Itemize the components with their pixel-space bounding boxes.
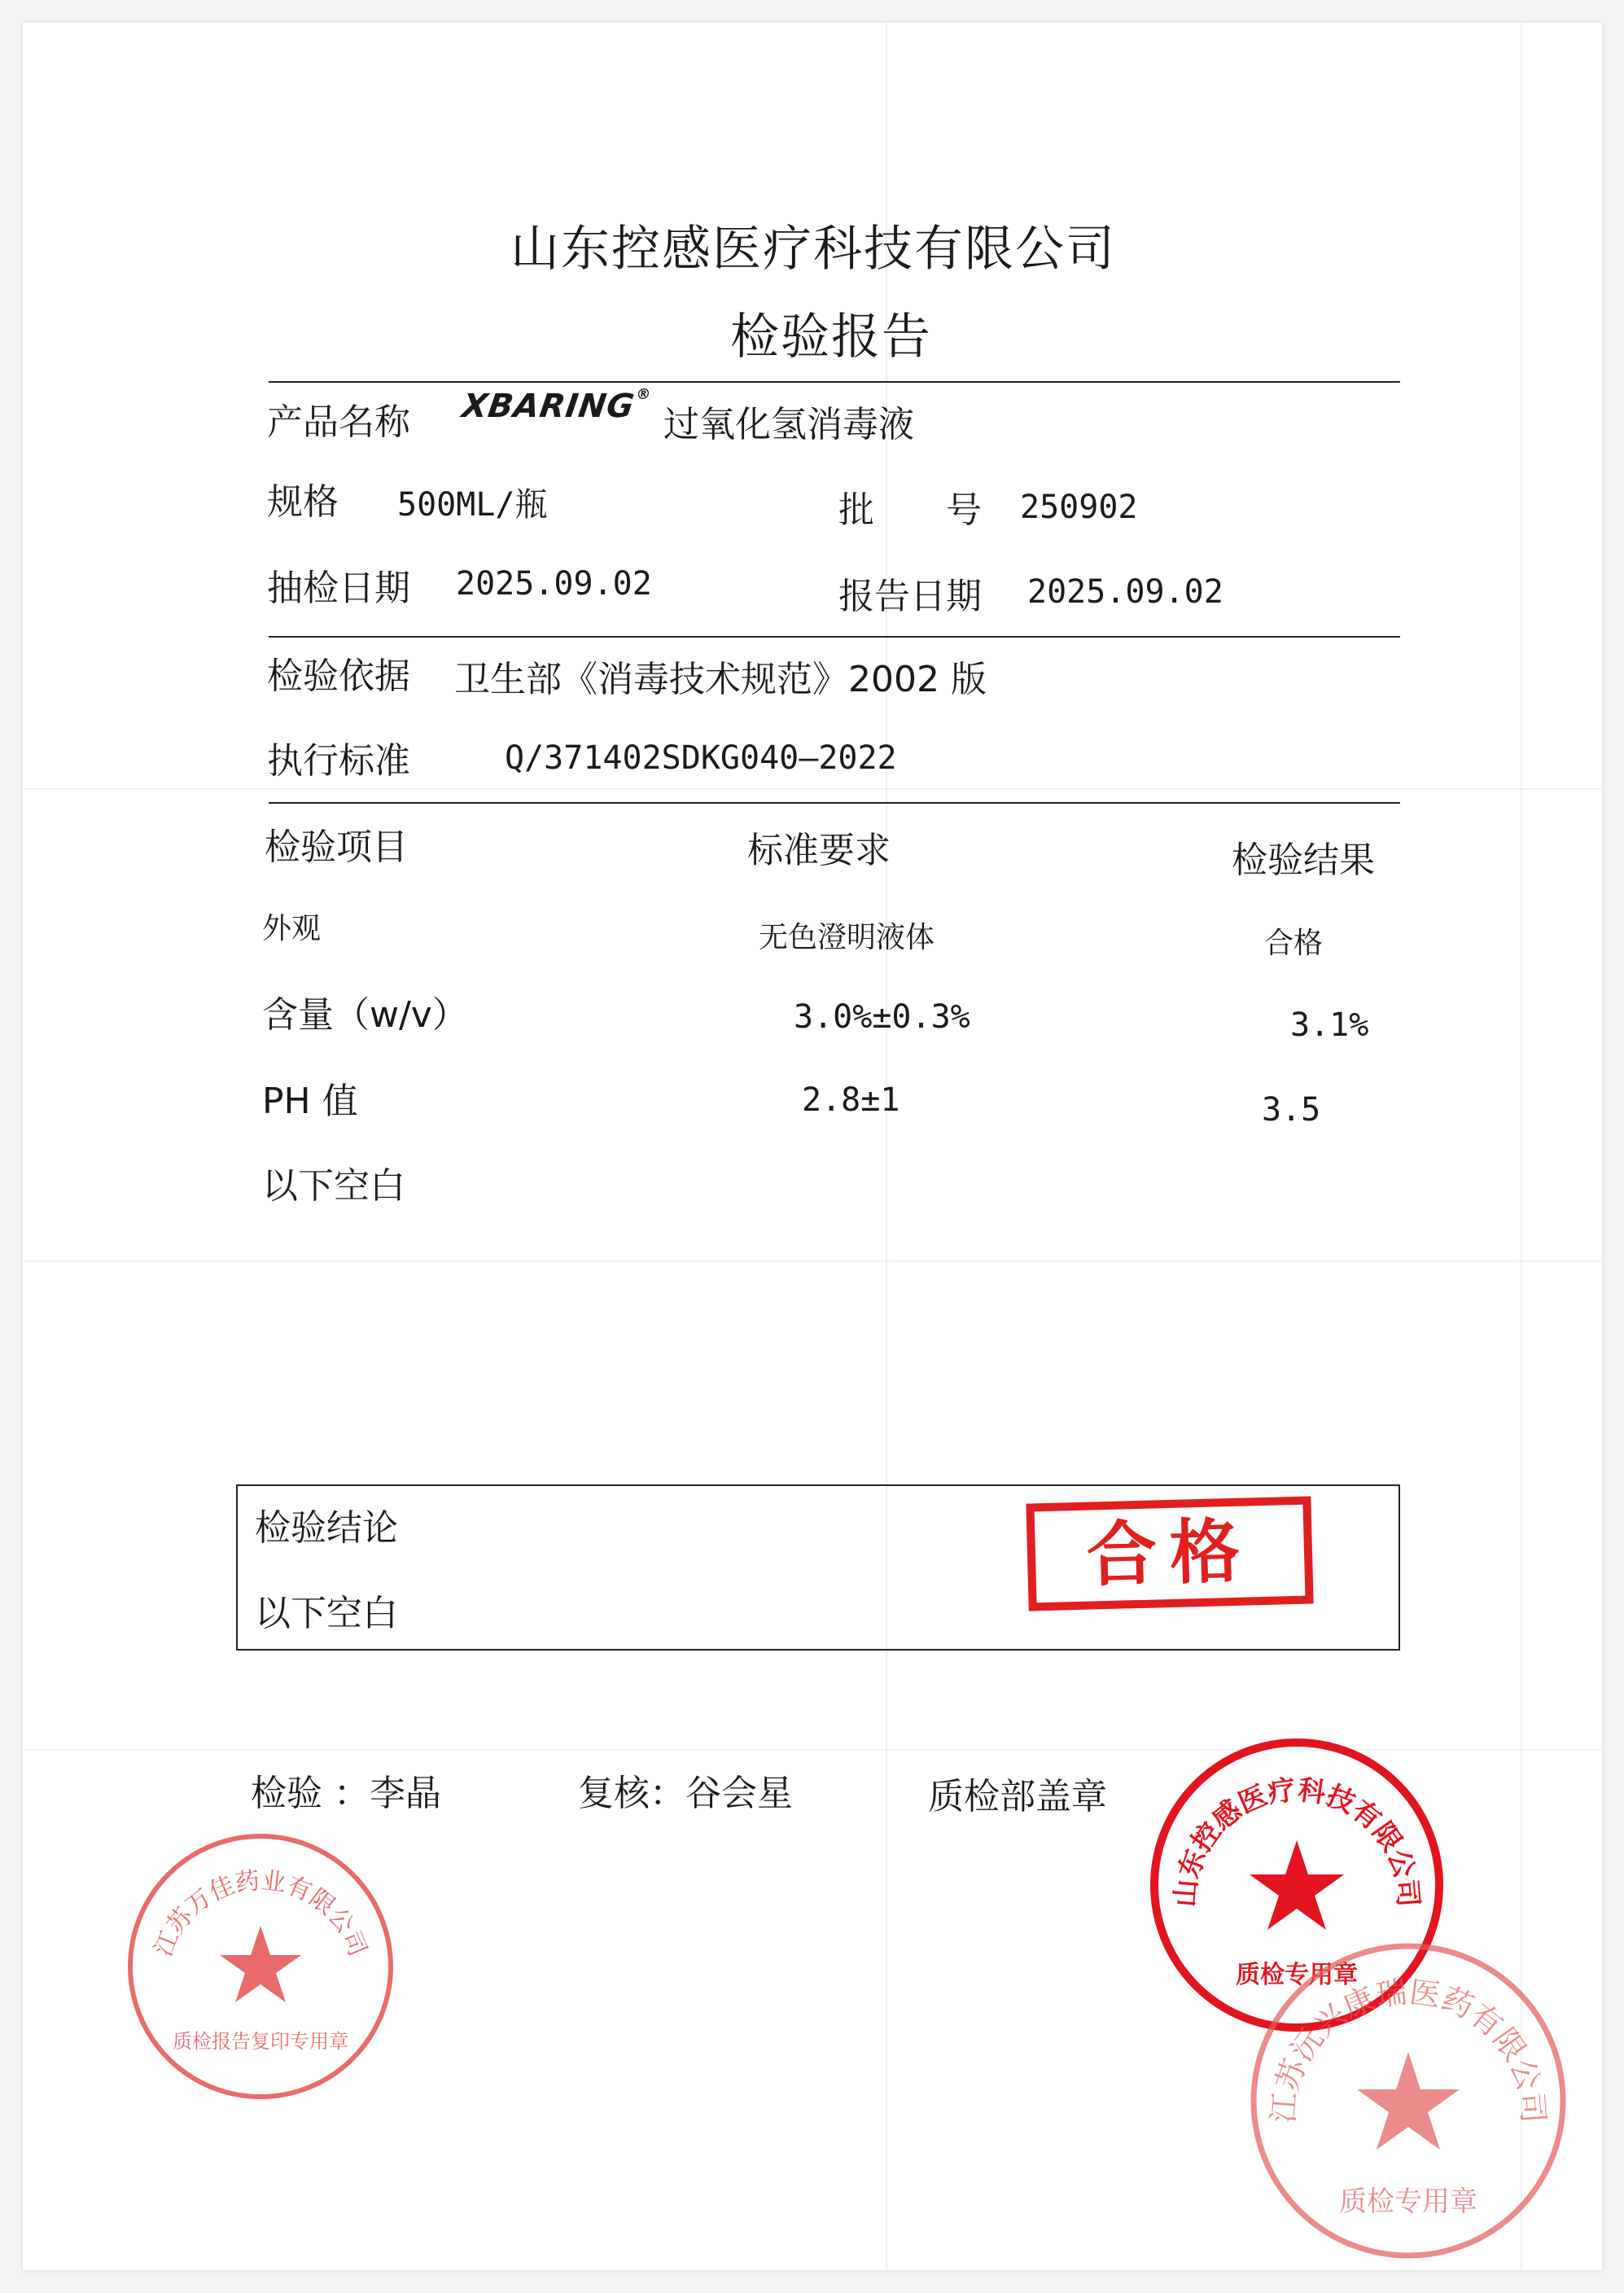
company-seal-icon — [114, 1820, 407, 2113]
report-date-value: 2025.09.02 — [1027, 573, 1223, 611]
seal-right-bottom-subtitle: 质检专用章 — [1339, 2186, 1477, 2218]
conclusion-label: 检验结论 — [255, 1507, 398, 1549]
conclusion-blank-note: 以下空白 — [255, 1593, 398, 1634]
basis-value: 卫生部《消毒技术规范》2002 版 — [454, 659, 987, 700]
row-result: 3.5 — [1262, 1091, 1321, 1129]
dept-stamp-label: 质检部盖章 — [928, 1776, 1107, 1817]
row-item: PH 值 — [262, 1081, 358, 1122]
row-requirement: 3.0%±0.3% — [794, 998, 970, 1036]
row-result: 3.1% — [1290, 1006, 1369, 1044]
registered-mark: ® — [634, 386, 653, 403]
spec-value: 500ML/瓶 — [397, 486, 548, 524]
divider — [269, 802, 1400, 804]
batch-label: 批 号 — [838, 489, 982, 531]
row-item: 含量（w/v） — [262, 994, 468, 1036]
blank-note: 以下空白 — [262, 1165, 405, 1207]
standard-value: Q/371402SDKG040—2022 — [505, 739, 897, 777]
seal-right-bottom-name: 江苏沅兴康瑞医药有限公司 — [1265, 1974, 1552, 2124]
row-requirement: 无色澄明液体 — [759, 921, 935, 954]
reviewer-signature: 复核：谷会星 — [578, 1773, 793, 1814]
divider — [269, 381, 1400, 383]
company-seal-icon — [1237, 1930, 1579, 2272]
seal-right-top-name: 山东控感医疗科技有限公司 — [1169, 1773, 1425, 1909]
batch-value: 250902 — [1020, 489, 1138, 526]
header-result: 检验结果 — [1232, 840, 1375, 881]
row-requirement: 2.8±1 — [802, 1081, 900, 1119]
pass-stamp: 合格 — [1026, 1496, 1313, 1611]
standard-label: 执行标准 — [267, 740, 410, 782]
inspector-signature: 检验 ：李晶 — [251, 1773, 441, 1814]
company-name: 山东控感医疗科技有限公司 — [510, 221, 1116, 278]
spec-label: 规格 — [267, 481, 339, 523]
sample-date-label: 抽检日期 — [267, 568, 410, 609]
product-name: 过氧化氢消毒液 — [663, 404, 914, 445]
header-requirement: 标准要求 — [747, 830, 891, 871]
report-date-label: 报告日期 — [838, 576, 982, 617]
sample-date-value: 2025.09.02 — [456, 565, 652, 603]
paper-fold — [23, 788, 1602, 790]
row-result: 合格 — [1264, 927, 1324, 960]
row-item: 外观 — [262, 912, 322, 945]
product-label: 产品名称 — [267, 401, 410, 443]
seal-right-top-subtitle: 质检专用章 — [1236, 1961, 1358, 1989]
header-item: 检验项目 — [265, 826, 408, 868]
paper-fold — [23, 1260, 1602, 1262]
seal-left-subtitle: 质检报告复印专用章 — [173, 2030, 348, 2053]
divider — [269, 636, 1400, 638]
brand-name: XBARING — [459, 388, 637, 425]
basis-label: 检验依据 — [267, 655, 410, 697]
report-title: 检验报告 — [730, 309, 932, 366]
seal-left-name: 江苏万佳药业有限公司 — [149, 1866, 372, 1961]
brand-logo — [460, 388, 653, 425]
